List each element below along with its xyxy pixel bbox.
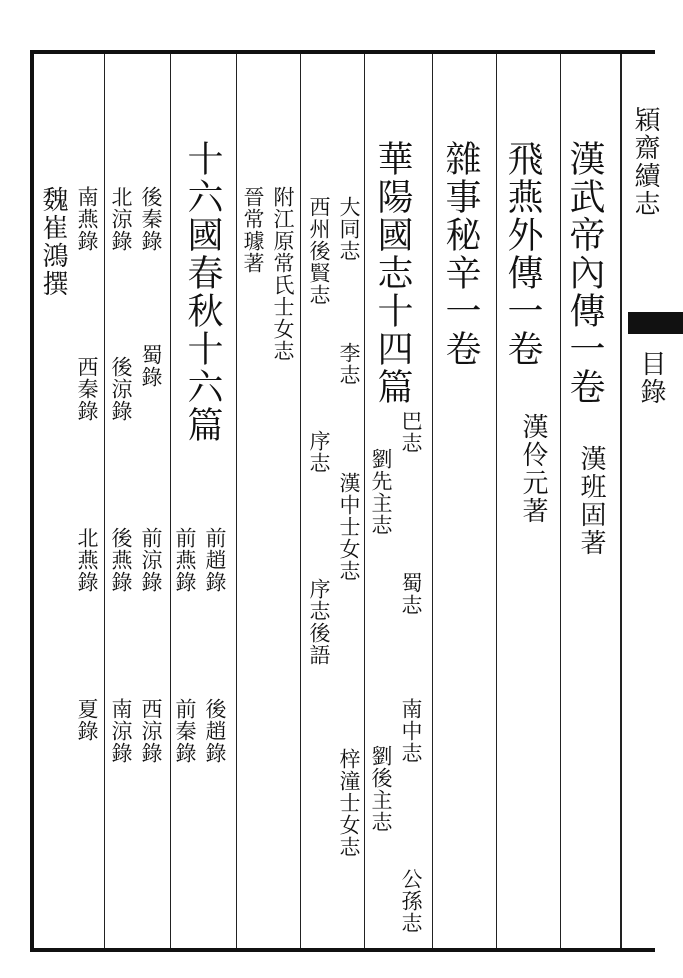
column-rule	[432, 54, 433, 948]
sub-item: 北涼錄	[109, 186, 133, 252]
sub-item: 西涼錄	[139, 698, 163, 764]
fold-margin	[628, 50, 683, 952]
sub-item: 南燕錄	[75, 186, 99, 252]
column-rule	[300, 54, 301, 948]
sub-item: 西秦錄	[75, 356, 99, 422]
sub-item: 前燕錄	[173, 527, 197, 593]
entry-author: 漢班固著	[576, 445, 606, 557]
fishtail-mark	[628, 312, 683, 334]
frame-left-border	[30, 50, 34, 952]
margin-section-label: 目錄	[636, 350, 666, 406]
frame-bottom-border	[30, 948, 655, 952]
sub-item: 大同志	[337, 196, 361, 262]
sub-item: 公孫志	[399, 868, 423, 934]
column-rule	[364, 54, 365, 948]
sub-item: 北燕錄	[75, 527, 99, 593]
entry-appendix: 附江原常氏士女志	[271, 186, 295, 362]
margin-book-title: 㯋齋續志	[630, 106, 660, 218]
entry-title: 飛燕外傳一卷	[502, 140, 543, 368]
entry-title: 華陽國志十四篇	[372, 140, 413, 406]
entry-author: 魏崔鴻撰	[38, 186, 68, 298]
sub-item: 李志	[337, 342, 361, 386]
entry-title: 十六國春秋十六篇	[182, 140, 223, 444]
column-rule	[104, 54, 105, 948]
sub-item: 夏錄	[75, 698, 99, 742]
sub-item: 蜀錄	[139, 344, 163, 388]
sub-item: 序志後語	[307, 578, 331, 666]
sub-item: 前秦錄	[173, 698, 197, 764]
sub-item: 梓潼士女志	[337, 748, 361, 858]
sub-item: 南中志	[399, 698, 423, 764]
column-rule	[620, 54, 622, 948]
entry-title: 漢武帝內傳一卷	[564, 140, 605, 406]
frame-top-border	[30, 50, 655, 54]
sub-item: 前趙錄	[203, 527, 227, 593]
entry-title: 雜事秘辛一卷	[440, 140, 481, 368]
column-rule	[560, 54, 561, 948]
sub-item: 後涼錄	[109, 356, 133, 422]
column-rule	[496, 54, 497, 948]
sub-item: 劉先主志	[369, 448, 393, 536]
sub-item: 蜀志	[399, 572, 423, 616]
sub-item: 巴志	[399, 410, 423, 454]
sub-item: 後趙錄	[203, 698, 227, 764]
sub-item: 西州後賢志	[307, 196, 331, 306]
entry-author: 漢伶元著	[518, 413, 548, 525]
sub-item: 前涼錄	[139, 527, 163, 593]
sub-item: 後秦錄	[139, 186, 163, 252]
entry-author: 晉常璩著	[241, 186, 265, 274]
sub-item: 序志	[307, 430, 331, 474]
sub-item: 劉後主志	[369, 745, 393, 833]
sub-item: 漢中士女志	[337, 472, 361, 582]
sub-item: 南涼錄	[109, 698, 133, 764]
column-rule	[170, 54, 171, 948]
column-rule	[236, 54, 237, 948]
sub-item: 後燕錄	[109, 527, 133, 593]
